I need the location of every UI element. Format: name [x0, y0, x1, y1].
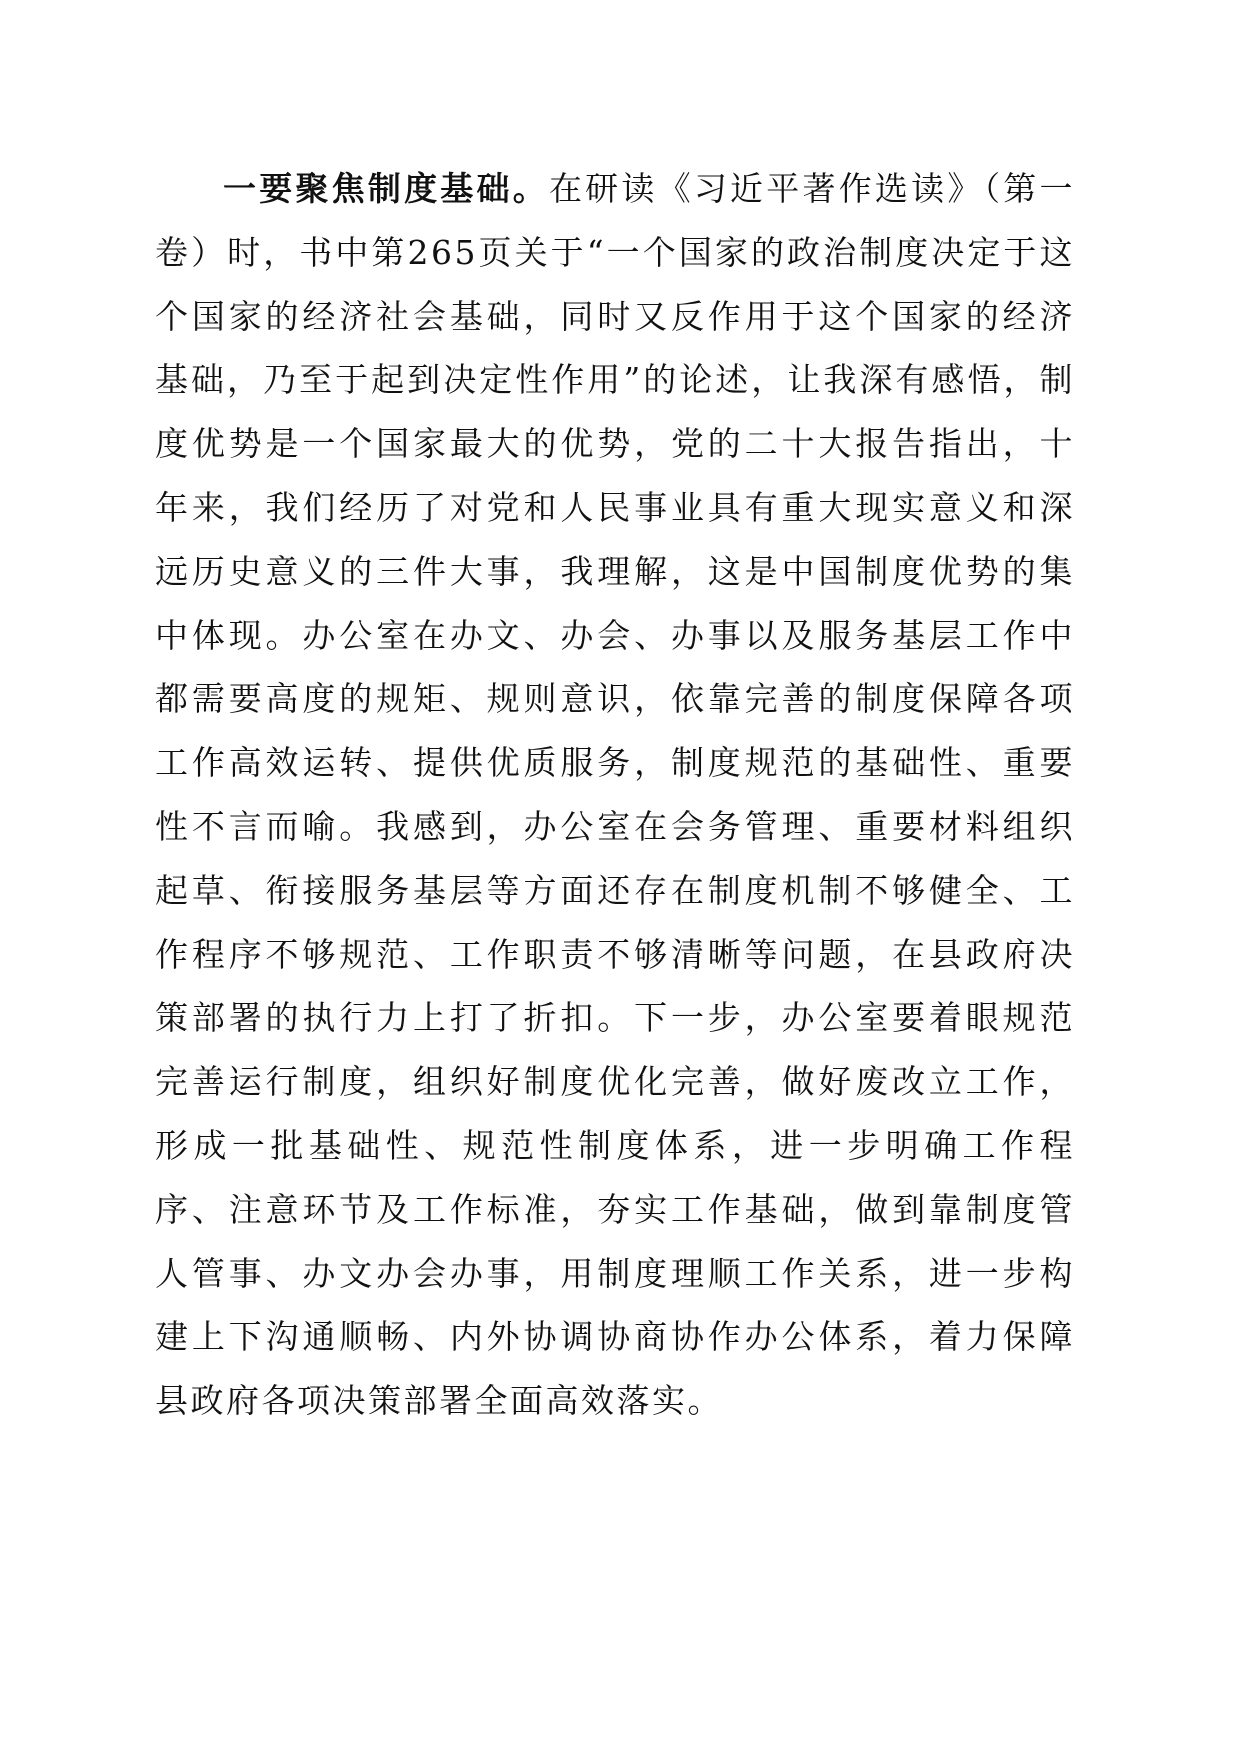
paragraph-text: 在研读《习近平著作选读》（第一卷）时，书中第265页关于“一个国家的政治制度决定于这个国家的经济社会基础，同时又反作用于这个国家的经济基础，乃至于起到决定性作用”的论述，让我深有感悟，制度优势是一个国家最大的优势，党的二十大报告指出，十年来，我们经历了对党和人民事业具有重大现实意义和深远历史意义的三件大事，我理解，这是中国制度优势的集中体现。办公室在办文、办会、办事以及服务基层工作中都需要高度的规矩、规则意识，依靠完善的制度保障各项工作高效运转、提供优质服务，制度规范的基础性、重要性不言而喻。我感到，办公室在会务管理、重要材料组织起草、衔接服务基层等方面还存在制度机制不够健全、工作程序不够规范、工作职责不够清晰等问题，在县政府决策部署的执行力上打了折扣。下一步，办公室要着眼规范完善运行制度，组织好制度优化完善，做好废改立工作，形成一批基础性、规范性制度体系，进一步明确工作程序、注意环节及工作标准，夯实工作基础，做到靠制度管人管事、办文办会办事，用制度理顺工作关系，进一步构建上下沟通顺畅、内外协调协商协作办公体系，着力保障县政府各项决策部署全面高效落实。: [155, 169, 1076, 1421]
body-paragraph: [155, 157, 1075, 1433]
lead-heading: 一要聚焦制度基础。: [223, 169, 549, 208]
